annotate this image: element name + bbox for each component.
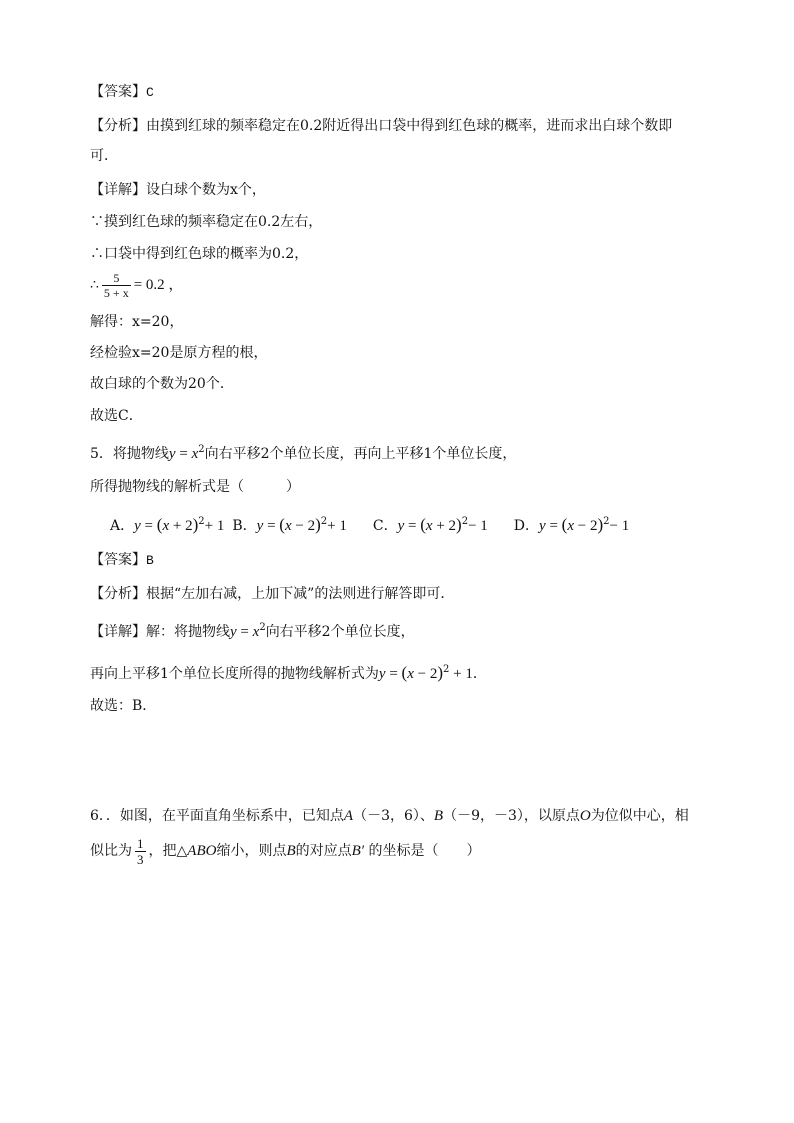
option-sign: −: [577, 518, 587, 534]
option-const: − 1: [609, 518, 630, 534]
fraction-numerator: 5: [113, 270, 120, 285]
q5-stem-line-2: 所得抛物线的解析式是（ ）: [90, 479, 300, 495]
formula-eq: =: [175, 446, 192, 462]
q4-detail-line-2: ∵摸到红色球的频率稳定在0.2左右，: [90, 214, 323, 230]
therefore-symbol: ∴: [90, 277, 99, 293]
stem-text: 缩小，则点: [216, 843, 287, 859]
q4-detail-line-7: 故白球的个数为20个．: [90, 376, 234, 392]
answer-value: B: [146, 553, 154, 568]
q4-equation: [90, 270, 183, 300]
ratio-numerator: 1: [137, 835, 144, 851]
q4-detail-line-3: ∴口袋中得到红色球的概率为0.2，: [90, 246, 309, 262]
option-label: A．: [110, 518, 135, 534]
equation-fraction: [102, 271, 131, 300]
analysis-text: 根据“左加右减，上加下减”的法则进行解答即可．: [146, 586, 455, 602]
q4-detail-line-5: 解得：x=20，: [90, 314, 184, 330]
option-label: B．: [232, 518, 257, 534]
stem-text: 6．．如图，在平面直角坐标系中，已知点: [90, 808, 344, 824]
stem-text: ，把△: [148, 843, 188, 859]
analysis-text: 由摸到红球的频率稳定在0.2附近得出口袋中得到红色球的概率，进而求出白球个数即: [146, 118, 673, 134]
q4-analysis-cont: 可．: [90, 148, 118, 164]
fraction-denominator: 5 + x: [103, 285, 129, 300]
option-d[interactable]: D．$y = (x - 2)^2- 1$: [513, 515, 630, 534]
q6-stem: [90, 806, 689, 826]
q5-detail-line-3: 故选：B．: [90, 698, 157, 714]
option-sign: −: [295, 518, 304, 534]
analysis-tag: 【分析】: [90, 118, 146, 134]
point-a: A: [343, 808, 354, 824]
answer-value: C: [146, 85, 154, 100]
option-b[interactable]: B．$y = (x - 2)^2+ 1$: [232, 515, 347, 534]
option-const: + 1: [204, 518, 225, 534]
detail-text-prefix: 再向上平移1个单位长度所得的抛物线解析式为: [90, 666, 379, 682]
triangle-name: ABO: [187, 843, 217, 859]
coord-a: （－3，6）、: [353, 808, 434, 824]
formula-x: x: [191, 446, 199, 462]
q5-detail: 【详解】解：将抛物线$y = x^2$向右平移2个单位长度，: [90, 622, 415, 640]
q5-options: [110, 512, 629, 536]
detail-text-prefix: 解：将抛物线: [146, 624, 230, 640]
detail-text: 设白球个数为x个，: [146, 182, 266, 198]
option-a[interactable]: A．$y = (x + 2)^2+ 1$: [110, 515, 225, 534]
detail-text-suffix: 向右平移2个单位长度，: [265, 624, 415, 640]
q4-analysis: [90, 116, 672, 136]
detail-tag: 【详解】: [90, 624, 146, 640]
q5-stem: [90, 440, 516, 464]
stem-suffix: 向右平移2个单位长度，再向上平移1个单位长度，: [204, 446, 517, 462]
point-b-prime: B′: [351, 843, 365, 859]
coord-b: （－9，－3），以原点: [443, 808, 580, 824]
point-b: B: [433, 808, 444, 824]
stem-text: 的对应点: [295, 843, 352, 859]
option-c[interactable]: C．$y = (x + 2)^2- 1$: [372, 515, 488, 534]
formula-exponent: 2: [198, 444, 205, 455]
answer-tag: 【答案】: [90, 84, 146, 100]
stem-text: 为位似中心，相: [590, 808, 689, 824]
option-const: + 1: [327, 518, 347, 534]
formula-y: y: [168, 446, 176, 462]
q4-answer: [90, 82, 154, 103]
equation-rhs: = 0.2 ，: [133, 277, 184, 293]
q5-answer: [90, 550, 154, 571]
point-b: B: [286, 843, 296, 859]
option-sign: +: [172, 518, 182, 534]
stem-text: 似比为: [90, 843, 132, 859]
detail-tag: 【详解】: [90, 182, 146, 198]
stem-text: 的坐标是（ ）: [364, 843, 481, 859]
analysis-tag: 【分析】: [90, 586, 146, 602]
q5-analysis: [90, 584, 454, 604]
q4-detail: [90, 180, 266, 200]
option-label: D．: [513, 518, 540, 534]
stem-prefix: 5．将抛物线: [90, 446, 169, 462]
option-sign: +: [436, 518, 445, 534]
q4-detail-line-8: 故选C．: [90, 408, 143, 424]
q4-detail-line-6: 经检验x=20是原方程的根，: [90, 345, 268, 361]
answer-tag: 【答案】: [90, 552, 146, 568]
point-o: O: [579, 808, 591, 824]
detail-text-suffix: ．: [472, 666, 487, 682]
ratio-fraction: [135, 836, 146, 867]
option-const: − 1: [468, 518, 488, 534]
q6-stem-line-2: [90, 834, 481, 868]
q5-detail-line-2: 再向上平移1个单位长度所得的抛物线解析式为$y = (x - 2)^2 + 1$．: [90, 663, 487, 682]
ratio-denominator: 3: [137, 851, 144, 867]
option-label: C．: [372, 518, 398, 534]
